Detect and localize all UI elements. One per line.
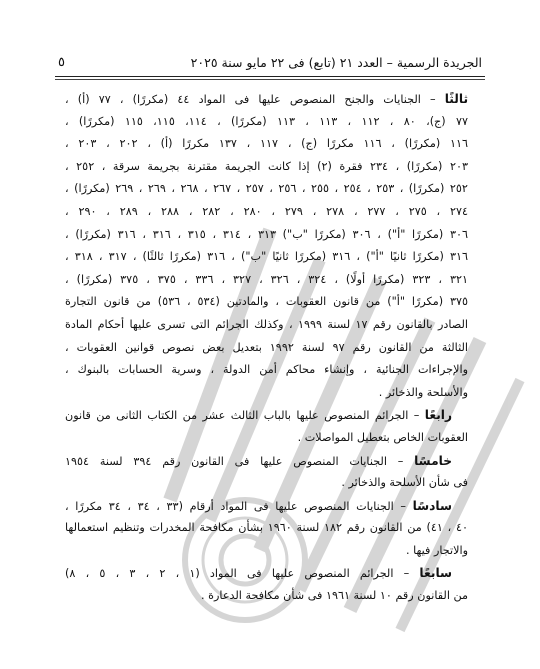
body-line: الصادر بالقانون رقم ١٧ لسنة ١٩٩٩ ، وكذلك الجرائم التى تسرى عليها أحكام المادة bbox=[65, 317, 468, 331]
line-text: – الجنايات والجنح المنصوص عليها فى المواد ٤٤ (مكررًا) ، ٧٧ (أ) ، bbox=[65, 93, 445, 106]
body-line bbox=[65, 495, 468, 518]
body-line: ٢٧٤ ، ٢٧٥ ، ٢٧٧ ، ٢٧٨ ، ٢٧٩ ، ٢٨٠ ، ٢٨٢ ، ٢٨٨ ، ٢٨٩ ، ٢٩٠ ، bbox=[65, 204, 468, 218]
body-line: ٢٠٣ (مكررًا) ، ٢٣٤ فقرة (٢) إذا كانت الجريمة مقترنة بجريمة سرقة ، ٢٥٢ ، bbox=[65, 159, 468, 173]
body-line bbox=[65, 562, 468, 585]
body-line bbox=[65, 88, 468, 111]
header-rule bbox=[55, 76, 485, 77]
document-body bbox=[65, 88, 468, 608]
body-line: الثالثة من القانون رقم ٩٧ لسنة ١٩٩٢ بتعديل بعض نصوص قوانين العقوبات ، bbox=[65, 340, 468, 354]
header-rule-thin bbox=[55, 79, 485, 80]
body-line: من القانون رقم ١٠ لسنة ١٩٦١ فى شأن مكافحة الدعارة . bbox=[201, 589, 468, 603]
body-line bbox=[65, 404, 468, 427]
body-line: فى شأن الأسلحة والذخائر . bbox=[341, 476, 468, 490]
line-text: – الجرائم المنصوص عليها فى المواد (١ ، ٢ ، ٣ ، ٥ ، ٨) bbox=[65, 567, 420, 581]
body-line: العقوبات الخاص بتعطيل المواصلات . bbox=[297, 430, 468, 444]
line-text: – الجرائم المنصوص عليها بالباب الثالث عشر من الكتاب الثانى من قانون bbox=[65, 409, 425, 423]
clause-heading: ثالثًا bbox=[444, 92, 469, 106]
page-header bbox=[58, 52, 482, 72]
body-line: ٢٥٢ (مكررًا) ، ٢٥٣ ، ٢٥٤ ، ٢٥٥ ، ٢٥٦ ، ٢٥٧ ، ٢٦٧ ، ٢٦٨ ، ٢٦٩ ، ٢٦٩ (مكررًا) ، bbox=[65, 182, 468, 196]
body-line bbox=[65, 450, 468, 473]
clause-heading: رابعًا bbox=[424, 408, 452, 423]
page-number: ٥ bbox=[58, 54, 65, 70]
body-line: والاتجار فيها . bbox=[406, 543, 468, 557]
body-line: ٧٧ (ج)، ٨٠ ، ١١٢ ، ١١٣ ، ١١٣ (مكررًا) ، ١١٤، ١١٥، ١١٥ (مكررًا) ، bbox=[65, 114, 468, 128]
clause-heading: خامسًا bbox=[414, 453, 452, 468]
clause-heading: سابعًا bbox=[419, 566, 452, 581]
body-line: ٤٠ ، ٤١) من القانون رقم ١٨٢ لسنة ١٩٦٠ بشأن مكافحة المخدرات وتنظيم استعمالها bbox=[65, 521, 468, 535]
clause-heading: سادسًا bbox=[412, 498, 452, 513]
gazette-title: الجريدة الرسمية – العدد ٢١ (تابع) فى ٢٢ مايو سنة ٢٠٢٥ bbox=[190, 54, 482, 70]
body-line: ٣٠٦ (مكررًا "أ") ، ٣٠٦ (مكررًا "ب") ٣١٣ ، ٣١٤ ، ٣١٥ ، ٣١٦ ، ٣١٦ (مكررًا) ، bbox=[65, 227, 469, 241]
body-line: ١١٦ (مكررًا) ، ١١٦ مكررًا (ج) ، ١١٧ ، ١٣٧ مكررًا (أ) ، ٢٠٢ ، ٢٠٣ ، bbox=[65, 137, 468, 151]
line-text: – الجنايات المنصوص عليها فى القانون رقم ٣٩٤ لسنة ١٩٥٤ bbox=[65, 454, 415, 468]
body-line: والإجراءات الجنائية ، وإنشاء محاكم أمن الدولة ، وسرية الحسابات بالبنوك ، bbox=[65, 363, 468, 377]
line-text: – الجنايات المنصوص عليها فى المواد أرقام (٣٣ ، ٣٤ ، ٣٤ مكررًا ، bbox=[65, 499, 413, 513]
body-line: والأسلحة والذخائر . bbox=[378, 385, 468, 399]
body-line: ٣٢١ ، ٣٢٣ (مكررًا أولًا) ، ٣٢٤ ، ٣٢٦ ، ٣٢٧ ، ٣٣٦ ، ٣٧٥ ، ٣٧٥ (مكررًا) ، bbox=[65, 272, 469, 286]
body-line: ٣٧٥ (مكررًا "أ") من قانون العقوبات ، والمادتين (٥٣٤ ، ٥٣٦) من قانون التجارة bbox=[65, 295, 468, 309]
body-line: ٣١٦ (مكررًا ثانيًا "أ") ، ٣١٦ (مكررًا ثانيًا "ب") ، ٣١٦ (مكررًا ثالثًا) ، ٣١٧ ، ٣١٨ ، bbox=[65, 250, 468, 264]
